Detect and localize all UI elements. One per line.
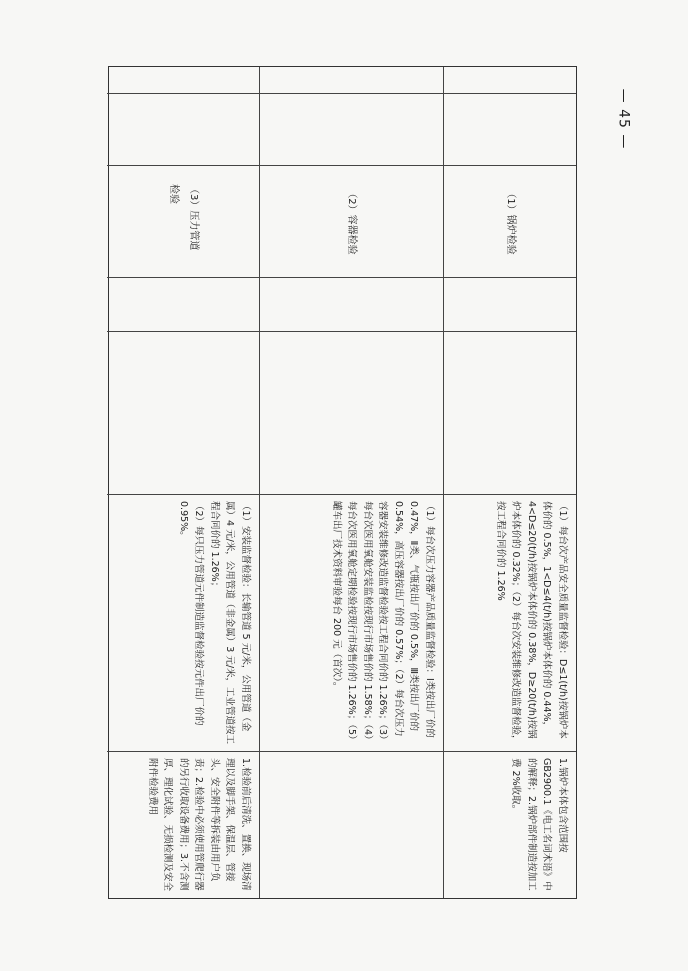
fee-table-wrapper	[108, 66, 577, 899]
table-cell-empty	[260, 94, 443, 166]
table-cell-empty	[107, 67, 259, 94]
category-label: （1）锅炉检验	[505, 188, 516, 255]
table-row-pipeline	[107, 67, 259, 898]
table-cell-empty	[107, 94, 259, 166]
category-label: （2）容器检验	[346, 188, 358, 255]
fee-standard-text: （1）每台次压力容器产品质量监督检验：Ⅰ类按出厂价的 0.47%，Ⅱ类、气瓶按出厂价的 0.5%，Ⅲ类按出厂价的 0.54%，高压容器按出厂价的 0.57%；（2）每台次压力容器安装维修改造监督检验按工程合同价的 1.26%；（3）每台次医用氧舱安装监检按现行市场售价的 1.58%；（4）每台次医用氧舱定期检验按现行市场售价的 1.26%；（5）罐车出厂技术资料审验每台 200 元（首次）。	[331, 501, 435, 745]
table-cell-empty	[260, 278, 443, 332]
fee-table	[108, 66, 577, 899]
table-row-boiler	[443, 67, 576, 898]
table-cell-empty	[444, 67, 576, 94]
fee-standard-text: （1）安装监督检验：长输管道 5 元/米，公用管道（金属）4 元/米，公用管道（非金属）3 元/米，工业管道按工程合同价的 1.26%；	[209, 501, 251, 745]
table-cell-empty	[444, 278, 576, 332]
category-cell	[107, 166, 259, 278]
table-cell-empty	[444, 94, 576, 166]
category-label: （3）压力管道检验	[168, 184, 199, 251]
page-number: — 45 —	[615, 88, 631, 150]
fee-standard-text: （1）每台次产品安全质量监督检验：D≤1(t/h)按锅炉本体价的 0.5%，1<D≤4(t/h)按锅炉本体价的 0.44%，4<D≤20(t/h)按锅炉本体价的 0.38%，D≥20(t/h)按锅炉本体价的 0.32%；（2）每台次安装维修改造监督检验，按工程合同价的 1.26%	[495, 501, 568, 745]
remarks-text: 1.锅炉本体包含范围按 GB2900.1《电工名词术语》中的解释；2.锅炉部件制造按加工费 2%收取。	[510, 758, 568, 891]
standard-cell	[260, 495, 443, 752]
table-cell-empty	[107, 332, 259, 495]
table-cell-empty	[444, 332, 576, 495]
fee-standard-text: （2）每只压力管道元件制造监督检验按元件出厂价的 0.95%。	[178, 501, 205, 726]
category-cell	[260, 166, 443, 278]
table-row-vessel	[259, 67, 443, 898]
category-cell	[444, 166, 576, 278]
table-cell-empty	[260, 332, 443, 495]
standard-cell	[444, 495, 576, 752]
remarks-cell	[260, 752, 443, 898]
standard-cell	[107, 495, 259, 752]
table-cell-empty	[260, 67, 443, 94]
remarks-cell	[107, 752, 259, 898]
table-cell-empty	[107, 278, 259, 332]
remarks-cell	[444, 752, 576, 898]
remarks-text: 1.检验前后清洗、置换、现场清理以及脚手架、保温层、管接头、安全附件等拆装由用户负责；2.检验中必须使用管爬行器的另行收取设备费用；3.不含测厚、理化试验、无损检测及安全附件检验费用	[147, 758, 251, 892]
